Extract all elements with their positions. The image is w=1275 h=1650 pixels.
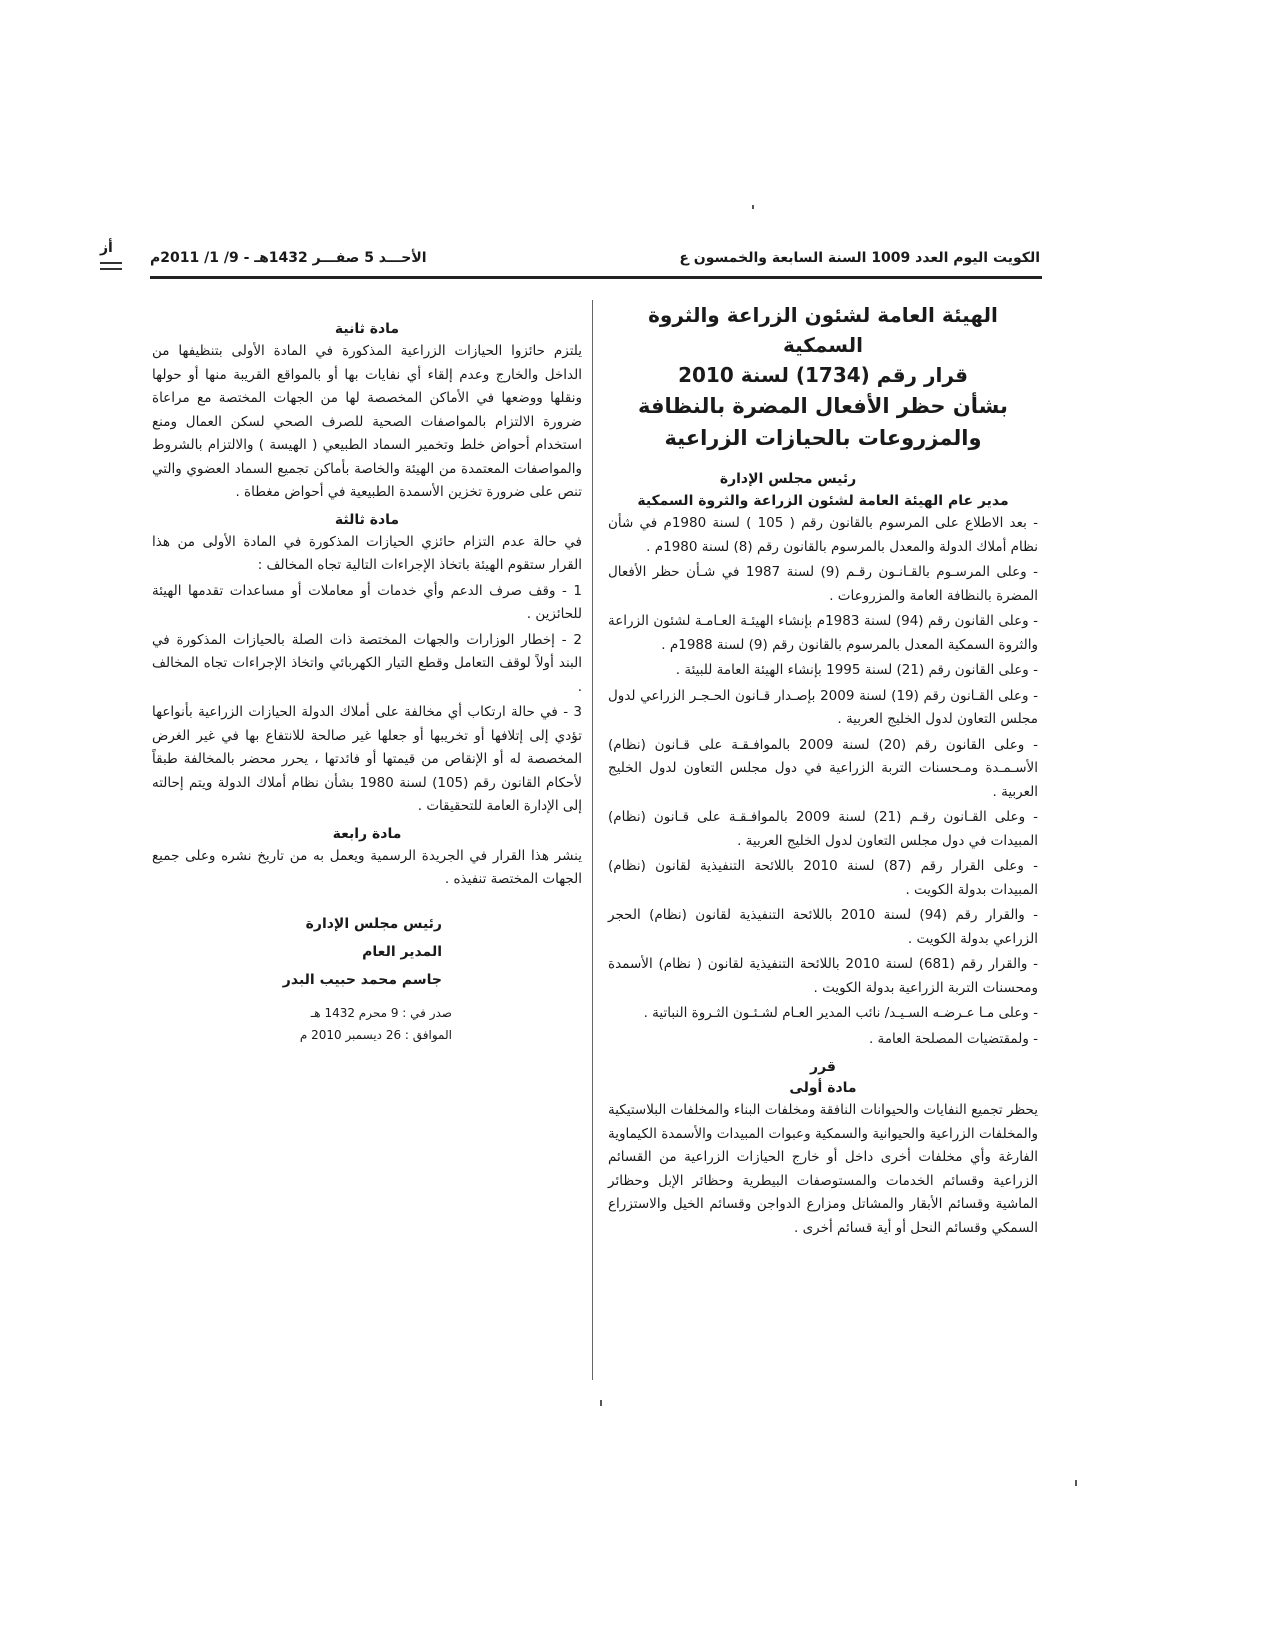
scan-speck [1075, 1480, 1077, 1486]
decision-title [608, 300, 1038, 454]
recital: - بعد الاطلاع على المرسوم بالقانون رقم ( 105 ) لسنة 1980م في شأن نظام أملاك الدولة والمعدل بالمرسوم بالقانون رقم (8) لسنة 1980م . [608, 515, 1038, 555]
scan-speck [752, 205, 754, 209]
issued-hijri: صدر في : 9 محرم 1432 هـ [310, 1005, 452, 1020]
article-3-intro: في حالة عدم التزام حائزي الحيازات المذكورة في المادة الأولى من هذا القرار ستقوم الهيئة باتخاذ الإجراءات التالية تجاه المخالف : [152, 533, 582, 573]
signature-role: المدير العام [362, 943, 442, 960]
article-2-title: مادة ثانية [334, 321, 400, 337]
issuer-title: رئيس مجلس الإدارة [719, 471, 857, 487]
article-2-text: يلتزم حائزوا الحيازات الزراعية المذكورة في المادة الأولى بتنظيفها من الداخل والخارج وعدم إلقاء أي نفايات بها أو بالمواقع القريبة منها أو حولها ونقلها ووضعها في الأماكن المخصصة لها من الجهات المختصة مع مراعاة ضرورة الالتزام بالمواصفات الصحية للصرف الصحي لسكن العمال ومنع استخدام أحواض خلط وتخمير السماد الطبيعي ( الهيسة ) والالتزام بالشروط والمواصفات المعتمدة من الهيئة والخاصة بأماكن تجميع السماد العضوي والتي تنص على ضرورة تخزين الأسمدة الطبيعية في أحواض مغطاة . [152, 343, 582, 500]
column-divider [592, 300, 593, 1380]
signature-name: جاسم محمد حبيب البدر [282, 971, 442, 988]
signature-block [152, 910, 582, 994]
issuer-subtitle: مدير عام الهيئة العامة لشئون الزراعة والثروة السمكية [637, 493, 1009, 509]
scan-speck [600, 1400, 602, 1406]
recital: - والقرار رقم (94) لسنة 2010 باللائحة التنفيذية لقانون (نظام) الحجر الزراعي بدولة الكويت . [608, 907, 1038, 947]
recital: - وعلى القانون رقم (21) لسنة 1995 بإنشاء الهيئة العامة للبيئة . [675, 662, 1038, 678]
article-4-title: مادة رابعة [332, 825, 402, 842]
publication-info: الكويت اليوم العدد 1009 السنة السابعة والخمسون ع [679, 250, 1040, 266]
signature-title: رئيس مجلس الإدارة [305, 915, 442, 932]
article-3-item: 2 - إخطار الوزارات والجهات المختصة ذات الصلة بالحيازات المذكورة في البند أولاً لوقف التعامل وقطع التيار الكهربائي واتخاذ الإجراءات تجاه المخالف . [152, 631, 582, 695]
recital: - وعلى القانون رقم (20) لسنة 2009 بالموافـقـة على قـانون (نظام) الأسـمـدة ومـحسنات التربة الزراعية في دول مجلس التعاون لدول الخليج العربية . [608, 736, 1039, 800]
header-rule [150, 276, 1042, 279]
right-column [608, 300, 1038, 1242]
article-3-item: 1 - وقف صرف الدعم وأي خدمات أو معاملات أو مساعدات تقدمها الهيئة للحائزين . [152, 582, 582, 622]
decision-number: قرار رقم (1734) لسنة 2010 [678, 363, 968, 387]
recital: - وعلى مـا عـرضـه السـيـد/ نائب المدير العـام لشـئـون الثـروة النباتية . [643, 1005, 1038, 1021]
left-column [152, 318, 582, 1046]
recital: - وعلى القـانون رقم (19) لسنة 2009 بإصـدار قـانون الحـجـر الزراعي لدول مجلس التعاون لدول الخليج العربية . [608, 687, 1038, 727]
article-4-text: ينشر هذا القرار في الجريدة الرسمية ويعمل به من تاريخ نشره وعلى جميع الجهات المختصة تنفيذه . [152, 847, 582, 887]
recital: - وعلى القانون رقم (94) لسنة 1983م بإنشاء الهيئـة العـامـة لشئون الزراعة والثروة السمكية المعدل بالمرسوم بالقانون رقم (9) لسنة 1988م . [608, 613, 1038, 653]
article-3-item: 3 - في حالة ارتكاب أي مخالفة على أملاك الدولة الحيازات الزراعية بأنواعها تؤدي إلى إتلافها أو تخريبها أو جعلها غير صالحة للانتفاع بها في غير الغرض المخصصة له أو الإنقاص من قيمتها أو فائدتها ، يحرر محضر بالمخالفة طبقاً لأحكام القانون رقم (105) لسنة 1980 بشأن نظام أملاك الدولة ويتم إحالته إلى الإدارة العامة للتحقيقات . [152, 704, 582, 814]
article-1-text: يحظر تجميع النفايات والحيوانات النافقة ومخلفات البناء والمخلفات البلاستيكية والمخلفات الزراعية والحيوانية والسمكية وعبوات المبيدات والأسمدة الكيماوية الفارغة وأي مخلفات أخرى داخل أو خارج الحيازات الزراعية من القسائم الزراعية وقسائم الخدمات والمستوصفات البيطرية وحظائر الإبل وحظائر الماشية وقسائم الأبقار والمشاتل ومزارع الدواجن وقسائم الخيل والاستزراع السمكي وقسائم النحل أو أية قسائم أخرى . [608, 1102, 1038, 1236]
issued-gregorian: الموافق : 26 ديسمبر 2010 م [299, 1027, 452, 1042]
margin-mark [100, 268, 122, 270]
decided-heading: قرر [810, 1059, 836, 1075]
decision-subject: بشأن حظر الأفعال المضرة بالنظافة والمزروعات بالحيازات الزراعية [638, 394, 1008, 450]
recital: - والقرار رقم (681) لسنة 2010 باللائحة التنفيذية لقانون ( نظام) الأسمدة ومحسنات التربة الزراعية بدولة الكويت . [608, 956, 1038, 996]
margin-mark [100, 262, 122, 264]
article-3-title: مادة ثالثة [334, 511, 400, 528]
issue-dates [152, 1002, 582, 1046]
recital: - ولمقتضيات المصلحة العامة . [868, 1030, 1038, 1047]
authority-name: الهيئة العامة لشئون الزراعة والثروة السمكية [648, 303, 998, 357]
recitals [608, 512, 1038, 1051]
page-header [150, 248, 1040, 276]
recital: - وعلى القـانون رقـم (21) لسنة 2009 بالموافـقـة على قـانون (نظام) المبيدات في دول مجلس التعاون لدول الخليج العربية . [608, 809, 1038, 849]
recital: - وعلى المرسـوم بالقـانـون رقـم (9) لسنة 1987 في شـأن حظر الأفعال المضرة بالنظافة العامة والمزروعات . [608, 564, 1038, 604]
page-mark: أز [100, 240, 113, 256]
article-1-title: مادة أولى [789, 1080, 857, 1096]
issue-date: الأحـــد 5 صفـــر 1432هـ - 9/ 1/ 2011م [150, 250, 427, 266]
recital: - وعلى القرار رقم (87) لسنة 2010 باللائحة التنفيذية لقانون (نظام) المبيدات بدولة الكويت . [608, 858, 1039, 898]
